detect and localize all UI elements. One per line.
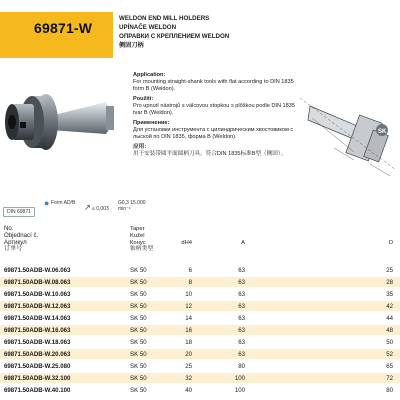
cell-article: 69871.50ADB-W.32.100 [4,374,71,382]
application-heading-ru: Применение: [133,120,170,126]
cell-d: 72 [386,374,393,382]
header-taper-cz: Kužel [130,232,145,239]
cell-a: 63 [238,266,245,274]
cell-d: 28 [386,278,393,286]
table-row [0,337,400,347]
cell-d: 50 [386,338,393,346]
cell-dh4: 6 [188,266,192,274]
cell-dh4: 10 [185,290,192,298]
din-standard-badge: DIN 69871 [3,207,35,217]
cell-dh4: 18 [185,338,192,346]
header-article-cz: Objednací č. [4,231,39,239]
cell-dh4: 32 [185,374,192,382]
cell-d: 52 [386,350,393,358]
column-header-dh4: dH4 [181,240,192,246]
cell-taper: SK 50 [130,266,147,274]
application-text-cn: 用于安装带圆平面圆柄刀具，符合DIN 1835标准B型（侧固）。 [133,151,287,157]
cell-dh4: 8 [188,278,192,286]
balance-grade-label: G6,3 15.000 min⁻¹ [118,200,146,212]
application-heading-cn: 应用： [133,144,150,150]
cell-a: 63 [238,326,245,334]
cell-taper: SK 50 [130,302,147,310]
title-en: WELDON END MILL HOLDERS [119,15,210,22]
title-cz: UPÍNAČE WELDON [119,24,177,31]
column-header-taper [130,226,153,253]
table-row [0,325,400,335]
table-header [0,226,400,264]
product-photo [2,64,120,184]
cell-article: 69871.50ADB-W.18.063 [4,338,71,346]
cell-d: 35 [386,290,393,298]
header-article-en: No. [4,225,14,232]
cell-dh4: 25 [185,362,192,370]
table-row [0,265,400,275]
cell-article: 69871.50ADB-W.14.063 [4,314,71,322]
runout-arrow-icon: ↗ [84,203,91,212]
cell-a: 63 [238,338,245,346]
cell-taper: SK 50 [130,290,147,298]
cell-d: 25 [386,266,393,274]
cell-a: 100 [234,386,245,394]
application-text-ru: Для установки инструмента с цилиндрическим хвостовиком с лыской по DIN 1835, форма B (Weldon). [133,127,294,140]
table-row [0,301,400,311]
cell-article: 69871.50ADB-W.16.063 [4,326,71,334]
cell-a: 100 [234,374,245,382]
cell-d: 42 [386,302,393,310]
cell-article: 69871.50ADB-W.06.063 [4,266,71,274]
cell-d: 65 [386,362,393,370]
cell-a: 63 [238,314,245,322]
header-taper-cn: 锥柄类型 [130,246,154,253]
coolant-form-icon-group [44,200,77,208]
coolant-form-label: Form AD/B [50,200,76,206]
header-article-ru: Артикул [4,238,27,246]
column-header-a: A [241,240,245,246]
application-section [133,72,303,158]
column-header-d: D [388,240,393,246]
title-ru: ОПРАВКИ С КРЕПЛЕНИЕМ WELDON [119,33,230,40]
title-cn: 侧固刀柄 [119,42,144,49]
application-heading-en: Application: [133,72,166,78]
application-heading-cz: Použití: [133,96,154,102]
cell-article: 69871.50ADB-W.25.080 [4,362,71,370]
runout-label: ≤ 0,003 [92,206,109,212]
coolant-drop-icon: ● [44,198,50,208]
cell-dh4: 12 [185,302,192,310]
cell-article: 69871.50ADB-W.08.063 [4,278,71,286]
application-text-en: For mounting straight-shank tools with flat according to DIN 1835 form B (Weldon). [133,79,294,92]
table-row [0,385,400,395]
header-taper-ru: Конус [130,239,146,246]
cell-a: 80 [238,362,245,370]
cell-taper: SK 50 [130,350,147,358]
cell-dh4: 16 [185,326,192,334]
cell-article: 69871.50ADB-W.20.063 [4,350,71,358]
cell-a: 63 [238,302,245,310]
cell-taper: SK 50 [130,386,147,394]
table-row [0,277,400,287]
table-row [0,313,400,323]
technical-drawing [298,88,398,180]
table-row [0,361,400,371]
cell-a: 63 [238,278,245,286]
header-article-cn: 订单号 [4,245,23,253]
application-text-cz: Pro upnutí nástrojů s válcovou stopkou s plôškou podle DIN 1835 tvar B (Weldon). [133,103,296,116]
cell-d: 80 [386,386,393,394]
cell-taper: SK 50 [130,278,147,286]
header-taper-en: Taper [130,226,145,232]
cell-dh4: 14 [185,314,192,322]
column-header-article [4,226,38,253]
cell-taper: SK 50 [130,362,147,370]
product-titles [119,14,229,50]
cell-article: 69871.50ADB-W.10.063 [4,290,71,298]
cell-dh4: 40 [185,386,192,394]
product-code: 69871-W [34,20,93,36]
cell-article: 69871.50ADB-W.12.063 [4,302,71,310]
cell-article: 69871.50ADB-W.40.100 [4,386,71,394]
cell-a: 63 [238,350,245,358]
table-row [0,289,400,299]
cell-d: 48 [386,326,393,334]
header [0,0,400,58]
cell-a: 63 [238,290,245,298]
table-row [0,373,400,383]
cell-taper: SK 50 [130,338,147,346]
cell-taper: SK 50 [130,314,147,322]
runout-icon-group [84,205,109,212]
cell-dh4: 20 [185,350,192,358]
table-row [0,349,400,359]
drawing-sk-label: SK [378,129,387,135]
cell-taper: SK 50 [130,374,147,382]
cell-taper: SK 50 [130,326,147,334]
cell-d: 44 [386,314,393,322]
